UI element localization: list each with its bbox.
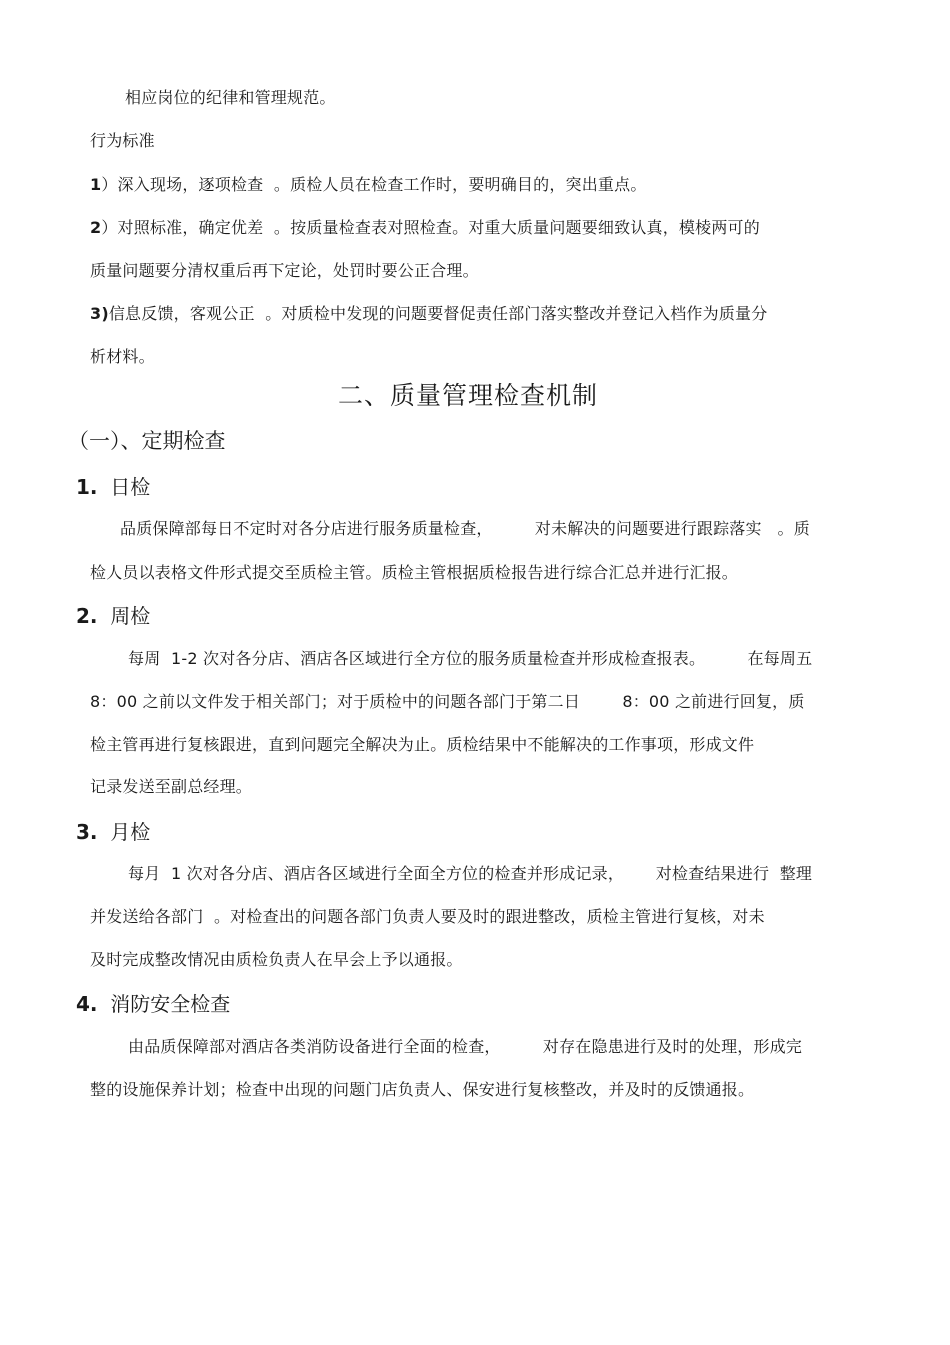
standard-text: ）对照标准，确定优差 。按质量检查表对照检查。对重大质量问题要细致认真，模棱两可的 xyxy=(101,218,760,237)
item-heading-fire-safety xyxy=(76,992,230,1016)
standard-item-3 xyxy=(90,304,767,324)
item-paragraph-line: 并发送给各部门 。对检查出的问题各部门负责人要及时的跟进整改，质检主管进行复核，对未 xyxy=(90,907,765,926)
standard-number: 2 xyxy=(90,218,102,237)
standard-item-1 xyxy=(90,175,647,195)
item-paragraph-line: 由品质保障部对酒店各类消防设备进行全面的检查， 对存在隐患进行及时的处理，形成完 xyxy=(128,1037,803,1056)
standard-text: 信息反馈，客观公正 。对质检中发现的问题要督促责任部门落实整改并登记入档作为质量分 xyxy=(108,304,768,323)
item-paragraph-line: 每周 1-2 次对各分店、酒店各区域进行全方位的服务质量检查并形成检查报表。 在每周五 xyxy=(128,649,813,668)
item-number: 1. xyxy=(76,475,98,499)
item-title: 月检 xyxy=(110,820,151,844)
item-paragraph-line: 品质保障部每日不定时对各分店进行服务质量检查， 对未解决的问题要进行跟踪落实 。质 xyxy=(120,519,810,538)
item-heading-monthly xyxy=(76,820,150,844)
standard-number: 1 xyxy=(90,175,102,194)
standard-item-2-continued: 质量问题要分清权重后再下定论，处罚时要公正合理。 xyxy=(90,261,479,280)
standard-item-2 xyxy=(90,218,760,238)
item-number: 2. xyxy=(76,604,98,628)
standard-number: 3) xyxy=(90,304,109,323)
section-title: 二、质量管理检查机制 xyxy=(338,381,599,410)
subsection-title: （一）、定期检查 xyxy=(68,429,226,453)
item-paragraph-line: 及时完成整改情况由质检负责人在早会上予以通报。 xyxy=(90,950,463,969)
item-paragraph-line: 每月 1 次对各分店、酒店各区域进行全面全方位的检查并形成记录， 对检查结果进行 整理 xyxy=(128,864,813,883)
item-title: 周检 xyxy=(110,604,151,628)
item-title: 消防安全检查 xyxy=(110,992,231,1016)
item-paragraph-line: 整的设施保养计划；检查中出现的问题门店负责人、保安进行复核整改，并及时的反馈通报。 xyxy=(90,1080,755,1099)
item-paragraph-line: 记录发送至副总经理。 xyxy=(90,777,253,796)
item-heading-weekly xyxy=(76,604,150,628)
item-number: 3. xyxy=(76,820,98,844)
item-heading-daily xyxy=(76,475,150,499)
behavior-standard-title: 行为标准 xyxy=(90,131,155,150)
item-paragraph-line: 检主管再进行复核跟进，直到问题完全解决为止。质检结果中不能解决的工作事项，形成文件 xyxy=(90,735,755,754)
item-number: 4. xyxy=(76,992,98,1016)
standard-item-3-continued: 析材料。 xyxy=(90,347,155,366)
item-paragraph-line: 检人员以表格文件形式提交至质检主管。质检主管根据质检报告进行综合汇总并进行汇报。 xyxy=(90,563,739,582)
intro-line: 相应岗位的纪律和管理规范。 xyxy=(125,88,336,107)
standard-text: ）深入现场，逐项检查 。质检人员在检查工作时，要明确目的，突出重点。 xyxy=(101,175,647,194)
item-title: 日检 xyxy=(110,475,151,499)
item-paragraph-line: 8：00 之前以文件发于相关部门；对于质检中的问题各部门于第二日 8：00 之前进行回复，质 xyxy=(90,692,805,711)
